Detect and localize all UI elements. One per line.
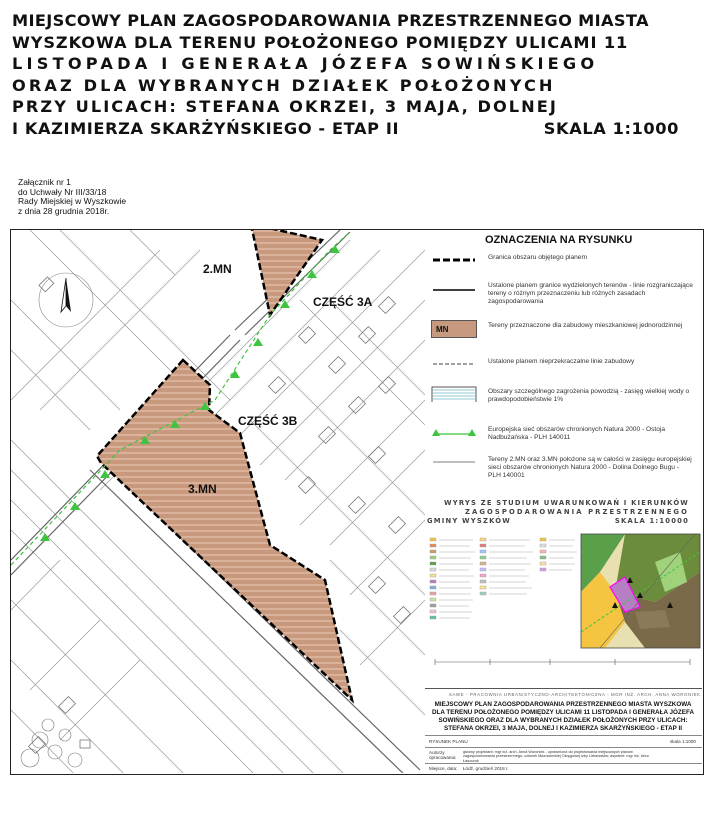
title-line-1: MIEJSCOWY PLAN ZAGOSPODAROWANIA PRZESTRZENNEGO MIASTA <box>12 11 649 30</box>
title-line-5: PRZY ULICACH: STEFANA OKRZEI, 3 MAJA, DOLNEJ <box>12 97 558 116</box>
scale-label: SKALA 1:1000 <box>543 118 679 138</box>
place-text: Łódź, grudzień 2018 r. <box>463 766 509 771</box>
annex-line: z dnia 28 grudnia 2018r. <box>18 205 110 216</box>
title-block-row-authors <box>425 747 702 764</box>
legend-item-mn <box>425 318 700 346</box>
legend-item-text: Obszary szczególnego zagrożenia powodzią - zasięg wielkiej wody o prawdopodobieństwie 1% <box>488 388 690 403</box>
dashed-boundary-icon <box>431 252 477 268</box>
title-line-2: WYSZKOWA DLA TERENU POŁOŻONEGO POMIĘDZY ULICAMI 11 <box>12 32 629 52</box>
firm-name: SAWE - PRACOWNIA URBANISTYCZNO-ARCHITEKTONICZNA - MGR INŻ. ARCH. ANNA WORONIEK <box>449 692 701 697</box>
title-block-plan-title: MIEJSCOWY PLAN ZAGOSPODAROWANIA PRZESTRZENNEGO MIASTA WYSZKOWA DLA TERENU POŁOŻONEGO POMIĘDZY ULICAMI 11 LISTOPADA I GENERAŁA JÓZEFA SOWIŃSKIEGO ORAZ DLA WYBRANYCH DZIAŁEK POŁOŻONYCH PRZY ULICACH: STEFANA OKRZEI, 3 MAJA, DOLNEJ I KAZIMIERZA SKARŻYŃSKIEGO - ETAP II <box>431 701 695 732</box>
study-legend <box>430 538 577 619</box>
authors-text: główny projektant: mgr inż. arch. Anna Woroniek - uprawniona do projektowania miejscowych planów zagospodarowania przestrzennego, członek Mazowieckiej Okręgowej Izby Urbanistów; asystent: mgr inż. Artur Łaszczuk <box>463 750 649 763</box>
label-part-3a: CZĘŚĆ 3A <box>313 295 373 309</box>
mn-fill-icon: MN <box>431 320 477 338</box>
legend-item-text: Ustalone planem granice wydzielonych terenów - linie rozgraniczające tereny o różnym przeznaczeniu lub różnych zasadach zagospodarowania <box>488 282 693 305</box>
study-title-line-2: ZAGOSPODAROWANIA PRZESTRZENNEGO <box>464 508 689 516</box>
tree-cluster <box>21 719 82 767</box>
annex-line: Rady Miejskiej w Wyszkowie <box>18 196 127 207</box>
flood-hatch-icon <box>431 386 477 402</box>
title-line-3: LISTOPADA I GENERAŁA JÓZEFA SOWIŃSKIEGO <box>12 54 599 73</box>
legend-title: OZNACZENIA NA RYSUNKU <box>485 234 633 246</box>
study-map-excerpt <box>581 534 700 648</box>
title-line-4: ORAZ DLA WYBRANYCH DZIAŁEK POŁOŻONYCH <box>12 75 556 95</box>
study-title-row <box>427 517 689 526</box>
legend-item-natura <box>425 422 700 448</box>
label-part-3b: CZĘŚĆ 3B <box>238 414 298 428</box>
authors-label: Autorzy opracowania: <box>429 750 457 760</box>
study-title <box>427 499 689 526</box>
dashed-building-line-icon <box>431 356 477 372</box>
label-2mn: 2.MN <box>203 262 232 276</box>
title-line-6: I KAZIMIERZA SKARŻYŃSKIEGO - ETAP II <box>12 118 400 138</box>
solid-line-icon <box>431 282 477 298</box>
legend-item-flood <box>425 384 700 412</box>
legend <box>425 230 702 494</box>
legend-item-boundary <box>425 250 700 270</box>
annex-line: Załącznik nr 1 <box>18 177 71 187</box>
legend-item-text: Tereny 2.MN oraz 3.MN położone są w całości w zasięgu europejskiej sieci obszarów chronionych Natura 2000 - Dolina Dolnego Bugu - PLH 140001 <box>488 456 692 479</box>
label-3mn: 3.MN <box>188 482 217 496</box>
title-block <box>425 688 702 774</box>
drawing-label: RYSUNEK PLANU <box>429 739 468 744</box>
study-title-line-3: GMINY WYSZKÓW <box>427 517 511 525</box>
legend-item-text: Granica obszaru objętego planem <box>488 254 587 261</box>
legend-item-text: Europejska sieć obszarów chronionych Natura 2000 - Ostoja Nadbużańska - PLH 140011 <box>488 426 666 441</box>
title-block-row-place <box>425 763 702 774</box>
legend-item-boundaries <box>425 278 700 313</box>
legend-item-text: Ustalone planem nieprzekraczalne linie zabudowy <box>488 358 635 365</box>
study-scale: SKALA 1:10000 <box>614 517 689 525</box>
natura-line-icon <box>431 424 477 440</box>
annex-line: do Uchwały Nr III/33/18 <box>18 186 107 197</box>
legend-item-natura-note <box>425 452 700 492</box>
legend-item-building-line <box>425 354 700 376</box>
legend-item-text: Tereny przeznaczone dla zabudowy mieszkaniowej jednorodzinnej <box>488 322 683 329</box>
study-map[interactable] <box>425 532 702 652</box>
place-label: Miejsce, data: <box>429 766 458 771</box>
study-scale-bar <box>430 656 695 668</box>
study-title-line-1: WYRYS ZE STUDIUM UWARUNKOWAŃ I KIERUNKÓW <box>444 499 689 507</box>
plain-line-icon <box>431 454 477 470</box>
study-excerpt <box>425 496 702 686</box>
north-arrow-icon <box>39 273 93 327</box>
sheet-scale: skala 1:1000 <box>669 739 696 744</box>
